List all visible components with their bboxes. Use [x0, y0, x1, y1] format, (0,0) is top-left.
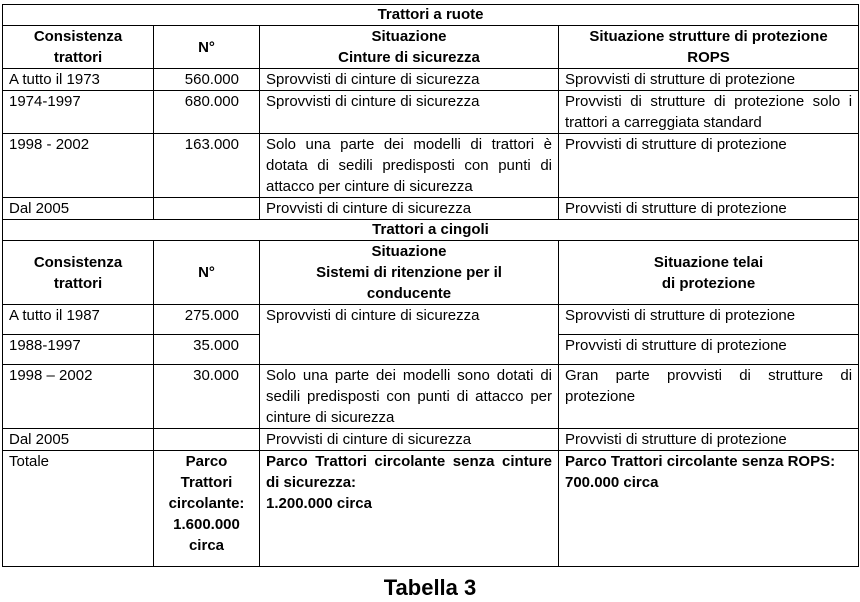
- cell-period: 1998 – 2002: [3, 365, 154, 429]
- cell-period: Dal 2005: [3, 198, 154, 220]
- header-cinture: Situazione Cinture di sicurezza: [260, 26, 559, 69]
- section-header-tracked: [3, 220, 859, 241]
- header-consistenza: Consistenza trattori: [3, 241, 154, 305]
- cell-period: 1988-1997: [3, 335, 154, 365]
- cell-count: 275.000: [154, 305, 260, 335]
- total-label: Totale: [3, 451, 154, 567]
- cell-belts: Sprovvisti di cinture di sicurezza: [260, 305, 559, 365]
- cell-period: Dal 2005: [3, 429, 154, 451]
- cell-count: 35.000: [154, 335, 260, 365]
- table-container: [2, 4, 858, 567]
- cell-count: 680.000: [154, 91, 260, 134]
- header-numero: N°: [154, 26, 260, 69]
- cell-belts: Sprovvisti di cinture di sicurezza: [260, 69, 559, 91]
- cell-count: 30.000: [154, 365, 260, 429]
- header-ritenzione: Situazione Sistemi di ritenzione per il conducente: [260, 241, 559, 305]
- cell-protection: Provvisti di strutture di protezione solo i trattori a carreggiata standard: [559, 91, 859, 134]
- cell-belts: Provvisti di cinture di sicurezza: [260, 198, 559, 220]
- column-header-row: [3, 26, 859, 69]
- cell-belts: Provvisti di cinture di sicurezza: [260, 429, 559, 451]
- cell-belts: Solo una parte dei modelli sono dotati di sedili predisposti con punti di attacco per cinture di sicurezza: [260, 365, 559, 429]
- cell-belts: Sprovvisti di cinture di sicurezza: [260, 91, 559, 134]
- cell-protection: Provvisti di strutture di protezione: [559, 198, 859, 220]
- cell-protection: Provvisti di strutture di protezione: [559, 134, 859, 198]
- cell-period: A tutto il 1973: [3, 69, 154, 91]
- cell-protection: Gran parte provvisti di strutture di protezione: [559, 365, 859, 429]
- cell-count: 560.000: [154, 69, 260, 91]
- section-title: Trattori a ruote: [3, 5, 859, 26]
- cell-period: A tutto il 1987: [3, 305, 154, 335]
- table-row: [3, 198, 859, 220]
- cell-protection: Provvisti di strutture di protezione: [559, 335, 859, 365]
- total-no-belts: Parco Trattori circolante senza cinture di sicurezza: 1.200.000 circa: [260, 451, 559, 567]
- table-row: [3, 91, 859, 134]
- section-header-wheeled: [3, 5, 859, 26]
- cell-count: 163.000: [154, 134, 260, 198]
- table-row: [3, 305, 859, 335]
- table-row: [3, 134, 859, 198]
- table-row: [3, 69, 859, 91]
- cell-protection: Sprovvisti di strutture di protezione: [559, 69, 859, 91]
- column-header-row: [3, 241, 859, 305]
- header-telai: Situazione telai di protezione: [559, 241, 859, 305]
- header-rops: Situazione strutture di protezione ROPS: [559, 26, 859, 69]
- table-caption: Tabella 3: [383, 575, 477, 600]
- cell-protection: Sprovvisti di strutture di protezione: [559, 305, 859, 335]
- cell-count: [154, 429, 260, 451]
- cell-period: 1974-1997: [3, 91, 154, 134]
- table-row: [3, 365, 859, 429]
- cell-belts: Solo una parte dei modelli di trattori è dotata di sedili predisposti con punti di attacco per cinture di sicurezza: [260, 134, 559, 198]
- cell-protection: Provvisti di strutture di protezione: [559, 429, 859, 451]
- cell-count: [154, 198, 260, 220]
- total-fleet: Parco Trattori circolante: 1.600.000 circa: [154, 451, 260, 567]
- section-title: Trattori a cingoli: [3, 220, 859, 241]
- cell-period: 1998 - 2002: [3, 134, 154, 198]
- tractor-table: [2, 4, 859, 567]
- total-row: [3, 451, 859, 567]
- header-numero: N°: [154, 241, 260, 305]
- table-row: [3, 429, 859, 451]
- total-no-rops: Parco Trattori circolante senza ROPS: 700.000 circa: [559, 451, 859, 567]
- header-consistenza: Consistenza trattori: [3, 26, 154, 69]
